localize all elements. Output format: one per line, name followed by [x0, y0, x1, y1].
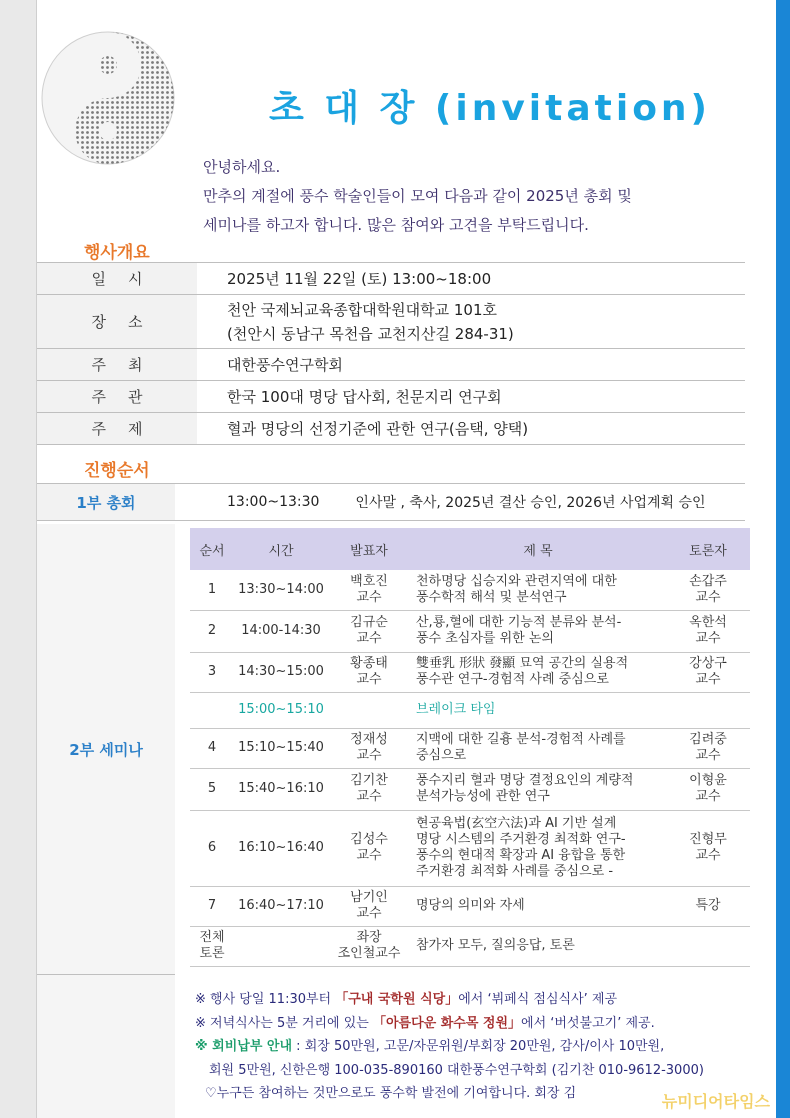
greeting-line: 세미나를 하고자 합니다. 많은 참여와 고견을 부탁드립니다.: [203, 216, 589, 234]
seminar-title: [410, 610, 666, 652]
info-row-venue: [37, 295, 745, 349]
info-key: 장소: [37, 295, 197, 349]
seminar-title-line: 풍수학적 해석 및 분석연구: [416, 589, 567, 605]
seminar-discussant-line: 강상구: [689, 656, 727, 671]
notice-text: 에서 ‘버섯불고기’ 제공.: [521, 1015, 655, 1031]
seminar-row: [190, 768, 750, 810]
notice-line-closing: ♡누구든 참여하는 것만으로도 풍수학 발전에 기여합니다. 회장 김: [205, 1086, 577, 1101]
seminar-order: 6: [190, 810, 234, 886]
notice-line-bank: 회원 5만원, 신한은행 100-035-890160 대한풍수연구학회 (김기찬 010-9612-3000): [209, 1062, 704, 1078]
seminar-discussant: [666, 652, 750, 692]
left-margin-rule: [0, 0, 37, 1118]
info-row-datetime: [37, 263, 745, 295]
seminar-title-line: 현공육법(玄空六法)과 AI 기반 설계: [416, 816, 617, 831]
seminar-discussant: [666, 692, 750, 728]
watermark: 뉴미디어타임스: [661, 1092, 770, 1111]
seminar-title-line: 雙垂乳 形狀 發顯 묘역 공간의 실용적: [416, 656, 629, 671]
info-row-host: [37, 349, 745, 381]
seminar-discussant-line: 교수: [695, 748, 721, 763]
seminar-title-line: 천하명당 십승지와 관련지역에 대한: [416, 573, 617, 589]
seminar-row: [190, 810, 750, 886]
seminar-discussant-line: 교수: [695, 589, 721, 605]
seminar-discussant: [666, 610, 750, 652]
seminar-table: [190, 528, 750, 967]
seminar-title: [410, 728, 666, 768]
session-1-time: 13:00~13:30: [227, 494, 320, 510]
yin-yang-logo: [40, 30, 176, 166]
seminar-presenter: [328, 692, 410, 728]
seminar-title-line: 분석가능성에 관한 연구: [416, 789, 550, 804]
seminar-title: [410, 692, 666, 728]
seminar-row: [190, 886, 750, 926]
seminar-presenter: [328, 926, 410, 966]
seminar-time: 15:00~15:10: [234, 692, 328, 728]
session-1-row: [37, 483, 745, 521]
seminar-discussant: [666, 570, 750, 610]
info-value: 한국 100대 명당 답사회, 천문지리 연구회: [197, 381, 745, 413]
session-1-description: 인사말 , 축사, 2025년 결산 승인, 2026년 사업계획 승인: [355, 495, 706, 511]
seminar-title: [410, 810, 666, 886]
notice-text: : 회장 50만원, 고문/자문위원/부회장 20만원, 감사/이사 10만원,: [292, 1039, 665, 1054]
seminar-presenter-line: 교수: [356, 672, 382, 687]
seminar-discussant: [666, 810, 750, 886]
notice-highlight: 「아름다운 화수목 정원」: [372, 1015, 522, 1031]
column-header: 제 목: [410, 528, 666, 570]
seminar-discussant-line: 옥한석: [689, 615, 727, 630]
seminar-time: 13:30~14:00: [234, 570, 328, 610]
seminar-time: 14:30~15:00: [234, 652, 328, 692]
venue-address: (천안시 동남구 목천읍 교천지산길 284-31): [227, 324, 514, 343]
greeting-line: 만추의 계절에 풍수 학술인들이 모여 다음과 같이 2025년 총회 및: [203, 187, 632, 205]
seminar-row: [190, 652, 750, 692]
seminar-presenter-line: 교수: [356, 631, 382, 646]
seminar-title-line: 풍수 초심자를 위한 논의: [416, 631, 554, 646]
notice-block: [195, 988, 775, 1106]
seminar-discussant-line: 교수: [695, 672, 721, 687]
seminar-title-line: 중심으로: [416, 748, 467, 763]
column-header: 순서: [190, 528, 234, 570]
column-header: 발표자: [328, 528, 410, 570]
seminar-discussant-line: 이형윤: [689, 773, 727, 788]
seminar-title: [410, 570, 666, 610]
seminar-order: 3: [190, 652, 234, 692]
info-key: 주최: [37, 349, 197, 381]
seminar-title: [410, 768, 666, 810]
seminar-title-line: 지맥에 대한 길흉 분석-경험적 사례를: [416, 732, 626, 747]
seminar-time: 16:10~16:40: [234, 810, 328, 886]
seminar-presenter-line: 김기찬: [350, 773, 388, 788]
seminar-presenter: [328, 768, 410, 810]
greeting-text: [203, 153, 723, 240]
session-1-label: 1부 총회: [37, 484, 175, 520]
seminar-presenter-line: 백호진: [350, 573, 388, 589]
seminar-order: [190, 692, 234, 728]
seminar-title-line: 산,룡,혈에 대한 기능적 분류와 분석-: [416, 615, 622, 630]
seminar-presenter: [328, 610, 410, 652]
seminar-title-line: 명당 시스템의 주거환경 최적화 연구-: [416, 832, 626, 847]
seminar-order: 4: [190, 728, 234, 768]
notice-line-fee: [195, 1035, 775, 1059]
seminar-time: 15:40~16:10: [234, 768, 328, 810]
seminar-order: 7: [190, 886, 234, 926]
seminar-presenter-line: 김규순: [350, 615, 388, 630]
seminar-presenter-line: 정재성: [350, 732, 388, 747]
notice-text: ※ 행사 당일 11:30부터: [195, 992, 336, 1007]
seminar-header-row: [190, 528, 750, 570]
info-value: 대한풍수연구학회: [197, 349, 745, 381]
notice-line-lunch: [195, 988, 775, 1012]
seminar-discussant-line: 교수: [695, 848, 721, 863]
section-program-heading: 진행순서: [84, 461, 150, 481]
seminar-title-line: 브레이크 타임: [416, 702, 496, 717]
seminar-title-line: 풍수관 연구-경험적 사례 중심으로: [416, 672, 609, 687]
info-key: 주관: [37, 381, 197, 413]
seminar-discussant-line: 특강: [695, 898, 721, 913]
seminar-discussant-line: 교수: [695, 789, 721, 804]
seminar-presenter: [328, 886, 410, 926]
seminar-title: [410, 886, 666, 926]
session-2-label: 2부 세미나: [37, 524, 175, 975]
seminar-presenter-line: 조인철교수: [337, 946, 401, 961]
seminar-discussant-line: 김려중: [689, 732, 727, 747]
seminar-title: [410, 652, 666, 692]
seminar-row: [190, 728, 750, 768]
seminar-presenter: [328, 570, 410, 610]
seminar-order: 2: [190, 610, 234, 652]
seminar-presenter-line: 교수: [356, 848, 382, 863]
seminar-discussant-line: 진형무: [689, 832, 727, 847]
seminar-presenter-line: 교수: [356, 789, 382, 804]
venue-name: 천안 국제뇌교육종합대학원대학교 101호: [227, 300, 498, 319]
info-row-theme: [37, 413, 745, 445]
seminar-presenter-line: 황종태: [350, 656, 388, 671]
seminar-time: 15:10~15:40: [234, 728, 328, 768]
seminar-time: [234, 926, 328, 966]
seminar-presenter-line: 남기인: [350, 890, 388, 905]
event-info-table: [37, 262, 745, 445]
notice-text: ※ 저녁식사는 5분 거리에 있는: [195, 1015, 373, 1031]
right-accent-bar: [776, 0, 790, 1118]
info-key: 주제: [37, 413, 197, 445]
notice-highlight: ※ 회비납부 안내: [195, 1039, 293, 1054]
seminar-time: 14:00-14:30: [234, 610, 328, 652]
seminar-row: [190, 610, 750, 652]
seminar-title-line: 참가자 모두, 질의응답, 토론: [416, 938, 575, 953]
info-value: 혈과 명당의 선정기준에 관한 연구(음택, 양택): [197, 413, 745, 445]
column-header: 시간: [234, 528, 328, 570]
seminar-presenter-line: 좌장: [356, 930, 382, 945]
seminar-break-row: [190, 692, 750, 728]
seminar-presenter-line: 교수: [356, 748, 382, 763]
seminar-presenter-line: 교수: [356, 906, 382, 921]
seminar-discussant: [666, 886, 750, 926]
notice-text: 에서 ‘뷔페식 점심식사’ 제공: [458, 992, 618, 1007]
seminar-title-line: 주거환경 최적화 사례를 중심으로 -: [416, 864, 614, 879]
seminar-table-body: [190, 570, 750, 966]
info-key: 일시: [37, 263, 197, 295]
info-value: 2025년 11월 22일 (토) 13:00~18:00: [197, 263, 745, 295]
info-value: [197, 295, 745, 349]
seminar-discussant: [666, 926, 750, 966]
seminar-title: [410, 926, 666, 966]
seminar-presenter: [328, 728, 410, 768]
seminar-row: [190, 570, 750, 610]
notice-highlight: 「구내 국학원 식당」: [335, 992, 459, 1007]
column-header: 토론자: [666, 528, 750, 570]
seminar-discussant: [666, 728, 750, 768]
seminar-order: 5: [190, 768, 234, 810]
seminar-order: 전체 토론: [190, 926, 234, 966]
greeting-line: 안녕하세요.: [203, 158, 281, 176]
seminar-time: 16:40~17:10: [234, 886, 328, 926]
seminar-discussant: [666, 768, 750, 810]
seminar-presenter-line: 교수: [356, 589, 382, 605]
seminar-discussant-line: 교수: [695, 631, 721, 646]
seminar-presenter: [328, 810, 410, 886]
seminar-title-line: 풍수의 현대적 확장과 AI 융합을 통한: [416, 848, 626, 863]
seminar-discussant-line: 손갑주: [689, 573, 727, 589]
section-overview-heading: 행사개요: [84, 243, 150, 263]
seminar-title-line: 명당의 의미와 자세: [416, 898, 525, 913]
invitation-title: 초 대 장 (invitation): [268, 88, 712, 129]
seminar-row: [190, 926, 750, 966]
seminar-order: 1: [190, 570, 234, 610]
seminar-presenter: [328, 652, 410, 692]
notice-label-cell: [37, 975, 175, 1118]
notice-line-dinner: [195, 1012, 775, 1036]
seminar-title-line: 풍수지리 혈과 명당 결정요인의 계량적: [416, 773, 634, 788]
seminar-presenter-line: 김성수: [350, 832, 388, 847]
info-row-organizer: [37, 381, 745, 413]
